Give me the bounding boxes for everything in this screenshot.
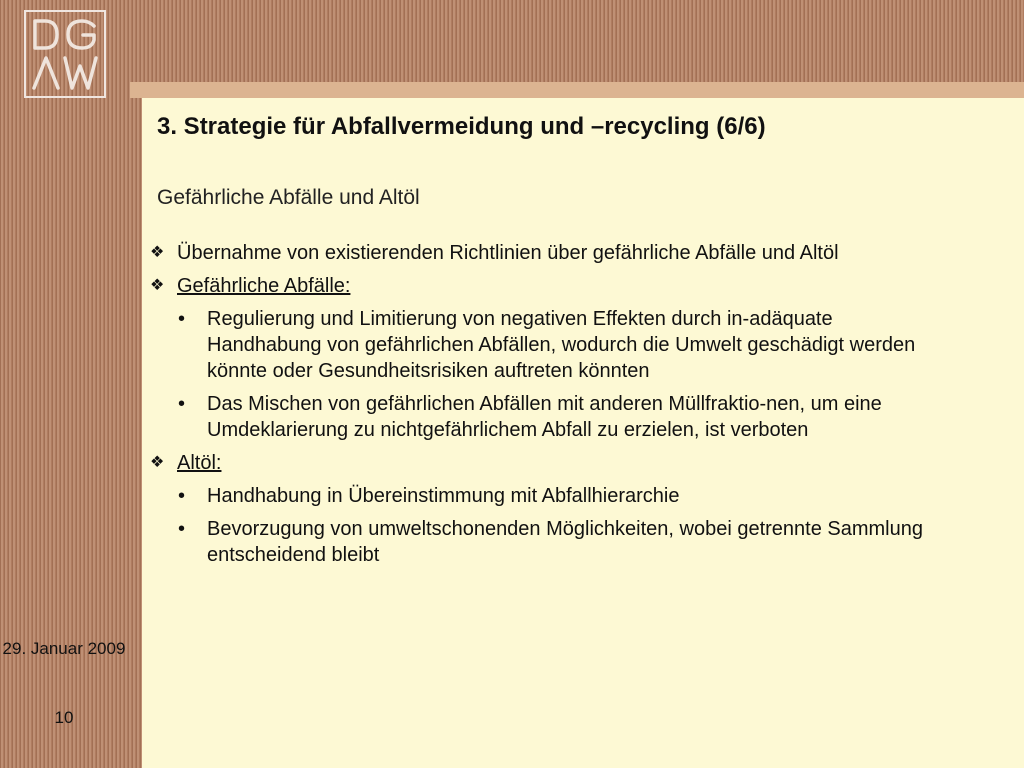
bullet-text: Gefährliche Abfälle: bbox=[177, 275, 351, 297]
dgaw-logo bbox=[24, 10, 106, 98]
bullet-text: Regulierung und Limitierung von negativen Effekten durch in-adäquate Handhabung von gefährlichen Abfällen, wodurch die Umwelt geschädigt werden könnte oder Gesundheitsrisiken auftreten könnten bbox=[207, 308, 916, 382]
dot-bullet-icon: • bbox=[178, 518, 186, 540]
bullet-item bbox=[150, 450, 940, 476]
diamond-bullet-icon: ❖ bbox=[150, 277, 165, 294]
diamond-bullet-icon: ❖ bbox=[150, 454, 165, 471]
bullet-text: Handhabung in Übereinstimmung mit Abfallhierarchie bbox=[207, 485, 680, 507]
bullet-text: Das Mischen von gefährlichen Abfällen mit anderen Müllfraktio-nen, um eine Umdeklarierung zu nichtgefährlichem Abfall zu erzielen, ist verboten bbox=[207, 393, 882, 441]
dot-bullet-icon: • bbox=[178, 393, 186, 415]
bullet-text: Bevorzugung von umweltschonenden Möglichkeiten, wobei getrennte Sammlung entscheidend bleibt bbox=[207, 518, 923, 566]
bullet-item bbox=[150, 273, 940, 299]
slide-date: 29. Januar 2009 bbox=[2, 639, 126, 658]
sub-bullet-item bbox=[150, 391, 940, 443]
dot-bullet-icon: • bbox=[178, 485, 186, 507]
sub-bullet-item bbox=[150, 516, 940, 568]
bullet-item bbox=[150, 240, 940, 266]
bullet-text: Altöl: bbox=[177, 452, 222, 474]
slide-number: 10 bbox=[54, 708, 74, 727]
header-band bbox=[130, 82, 1024, 98]
bullet-text: Übernahme von existierenden Richtlinien über gefährliche Abfälle und Altöl bbox=[177, 242, 839, 264]
slide-title: 3. Strategie für Abfallvermeidung und –recycling (6/6) bbox=[157, 113, 766, 140]
sub-bullet-item bbox=[150, 306, 940, 384]
slide-subtitle: Gefährliche Abfälle und Altöl bbox=[157, 186, 420, 209]
dot-bullet-icon: • bbox=[178, 308, 186, 330]
sub-bullet-item bbox=[150, 483, 940, 509]
bullet-list bbox=[150, 240, 940, 575]
diamond-bullet-icon: ❖ bbox=[150, 244, 165, 261]
